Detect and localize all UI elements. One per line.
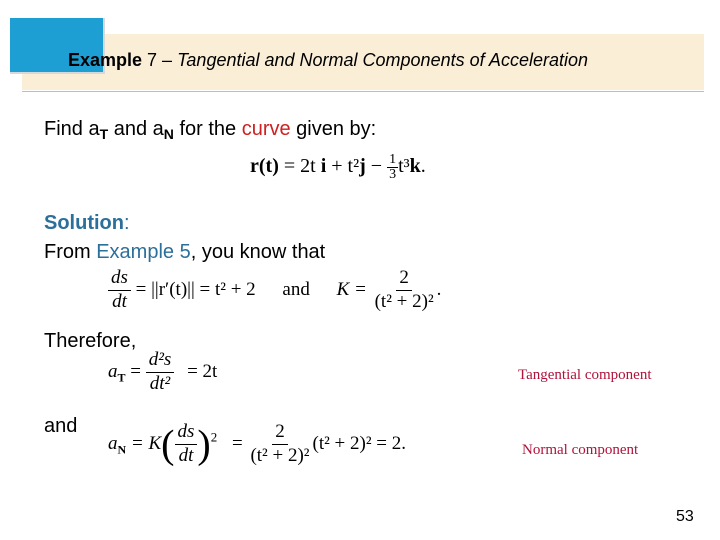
eq-term-b: + t²: [326, 155, 360, 178]
at-subscript: T: [117, 370, 126, 385]
squared-exponent: 2: [210, 429, 218, 445]
eq-term-c: −: [365, 155, 388, 178]
eq-unit-k: k: [409, 155, 421, 178]
eq-frac-num: 1: [389, 152, 397, 167]
an-symbol: a: [108, 432, 118, 454]
solution-heading: [44, 212, 130, 235]
title-number: 7 –: [142, 50, 178, 70]
an-frac-num: 2: [272, 422, 288, 445]
eq-term-d: t³: [398, 155, 410, 178]
an-fraction: [247, 422, 312, 467]
ds-dt-fraction-2: [175, 422, 198, 467]
and-connector: and: [282, 278, 310, 300]
title-subtitle: Tangential and Normal Components of Acceleration: [177, 50, 588, 70]
prompt-text-4: given by:: [290, 118, 377, 140]
an-frac-den: (t² + 2)²: [250, 444, 310, 466]
page-number: 53: [676, 508, 694, 525]
ds-num-2: ds: [175, 422, 198, 445]
eq-unit-i: i: [320, 155, 327, 178]
curvature-fraction: [372, 268, 437, 313]
therefore-text: Therefore,: [44, 330, 137, 352]
eq-lhs: r(t): [250, 155, 279, 178]
at-equals: =: [125, 360, 146, 382]
prompt-sub-t: T: [99, 126, 109, 142]
problem-statement: [44, 118, 376, 142]
from-suffix: , you know that: [190, 241, 326, 263]
solution-colon: :: [123, 212, 130, 234]
curvature-num: 2: [396, 268, 412, 291]
close-paren: ): [197, 421, 211, 467]
eq-term-a: = 2t: [278, 155, 321, 178]
at-symbol: a: [108, 360, 118, 382]
prompt-text-3: for the: [173, 118, 242, 140]
normal-equation: [108, 422, 406, 467]
position-equation: [250, 153, 426, 182]
d2s-num: d²s: [146, 350, 175, 373]
slide-title: [68, 50, 588, 71]
known-equation: [108, 268, 441, 313]
solution-label: Solution: [44, 212, 124, 234]
prompt-text-2: and a: [108, 118, 164, 140]
an-equals-2: =: [227, 432, 248, 454]
ds-dt-fraction: [108, 268, 131, 313]
from-example-line: [44, 241, 325, 263]
tangential-equation: [108, 350, 217, 395]
example-5-link[interactable]: Example 5: [96, 241, 191, 263]
dt-den-2: dt: [178, 444, 194, 466]
from-prefix: From: [44, 241, 97, 263]
eq-unit-j: j: [359, 155, 366, 178]
normal-component-label: Normal component: [522, 442, 639, 458]
curvature-den: (t² + 2)²: [374, 290, 434, 312]
prompt-text-1: Find a: [44, 118, 100, 140]
dt2-den: dt²: [149, 372, 171, 394]
eq-end: .: [420, 155, 426, 178]
dt-den: dt: [112, 290, 127, 312]
at-result: = 2t: [182, 360, 218, 382]
an-subscript: N: [117, 442, 127, 457]
curvature-lhs: K =: [336, 278, 372, 300]
an-result: (t² + 2)² = 2.: [312, 432, 407, 454]
tangential-component-label: Tangential component: [518, 367, 652, 383]
and-text: and: [44, 415, 78, 437]
prompt-highlight: curve: [241, 118, 291, 140]
speed-expression: = ||r′(t)|| = t² + 2: [130, 278, 256, 300]
eq-frac-den: 3: [389, 167, 397, 182]
prompt-sub-n: N: [163, 126, 174, 142]
title-divider: [22, 91, 704, 92]
an-equals-k: = K: [126, 432, 162, 454]
title-lead: Example: [68, 50, 143, 70]
eq-fraction: [387, 153, 398, 182]
second-derivative-fraction: [146, 350, 175, 395]
open-paren: (: [161, 421, 175, 467]
known-eq-end: .: [436, 278, 442, 300]
ds-num: ds: [108, 268, 131, 291]
